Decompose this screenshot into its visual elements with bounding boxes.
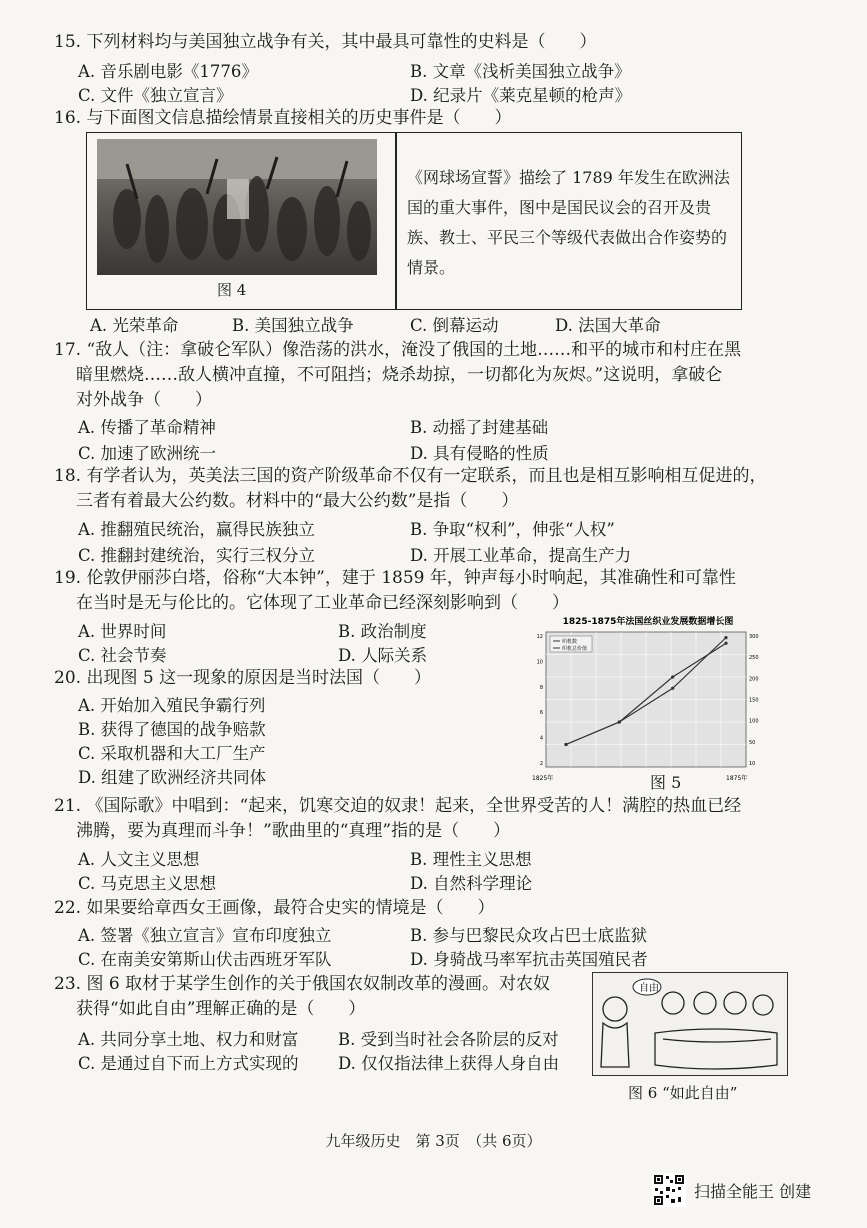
option-b: B. 文章《浅析美国独立战争》 — [410, 62, 631, 81]
option-c: C. 倒幕运动 — [410, 316, 499, 335]
y-tick-label: 12 — [536, 634, 543, 640]
option-c: C. 马克思主义思想 — [78, 874, 217, 893]
qr-code-icon — [652, 1173, 686, 1207]
question-line: 在当时是无与伦比的。它体现了工业革命已经深刻影响到（ ） — [76, 593, 569, 613]
data-point — [671, 675, 674, 678]
figure-6-cartoon — [592, 972, 788, 1076]
option-b: B. 争取“权利”，伸张“人权” — [410, 520, 615, 539]
figure-5-caption: 图 5 — [650, 773, 682, 792]
data-point — [671, 687, 674, 690]
option-a: A. 传播了革命精神 — [78, 418, 216, 437]
option-d: D. 身骑战马率军抗击英国殖民者 — [410, 950, 648, 969]
question-line: 18. 有学者认为，英美法三国的资产阶级革命不仅有一定联系，而且也是相互影响相互促进的， — [54, 466, 767, 486]
question-line: 获得“如此自由”理解正确的是（ ） — [76, 999, 366, 1019]
figure-6-caption: 图 6 “如此自由” — [628, 1084, 738, 1102]
data-point — [724, 636, 727, 639]
y2-tick-label: 100 — [749, 718, 759, 725]
option-b: B. 理性主义思想 — [410, 850, 532, 869]
divider — [395, 133, 397, 309]
y2-tick-label: 50 — [749, 739, 756, 746]
y-tick-label: 2 — [539, 761, 543, 767]
page-footer: 九年级历史 第 3页 （共 6页） — [325, 1132, 542, 1150]
question-stem: 15. 下列材料均与美国独立战争有关，其中最具可靠性的史料是（ ） — [54, 32, 597, 52]
scanner-watermark — [652, 1172, 811, 1208]
question-line: 21. 《国际歌》中唱到：“起来，饥寒交迫的奴隶！起来，全世界受苦的人！满腔的热血已经 — [54, 796, 742, 816]
scanner-label: 扫描全能王 创建 — [694, 1181, 812, 1201]
option-b: B. 政治制度 — [338, 622, 427, 641]
legend-label-1: 织机数 — [562, 639, 578, 645]
question-17 — [54, 338, 814, 413]
option-b: B. 动摇了封建基础 — [410, 418, 549, 437]
option-c: C. 是通过自下而上方式实现的 — [78, 1054, 299, 1073]
option-d: D. 自然科学理论 — [410, 874, 533, 893]
y-tick-label: 4 — [539, 735, 543, 742]
question-line: 对外战争（ ） — [76, 390, 212, 410]
x-tick-label-start: 1825年 — [532, 775, 554, 782]
question-23 — [54, 972, 574, 1022]
data-point — [564, 743, 567, 746]
data-point — [724, 642, 727, 645]
question-stem: 20. 出现图 5 这一现象的原因是当时法国（ ） — [54, 668, 432, 688]
x-tick-label-end: 1875年 — [726, 775, 748, 782]
option-c: C. 文件《独立宣言》 — [78, 86, 233, 105]
chart-title: 1825-1875年法国丝织业发展数据增长图 — [562, 617, 734, 627]
option-b: B. 获得了德国的战争赔款 — [78, 720, 266, 739]
speech-bubble-text: 自由 — [639, 983, 659, 994]
option-a: A. 人文主义思想 — [78, 850, 200, 869]
option-a: A. 开始加入殖民争霸行列 — [78, 696, 266, 715]
figure-4-box — [86, 132, 742, 310]
option-b: B. 美国独立战争 — [232, 316, 354, 335]
question-stem: 22. 如果要给章西女王画像，最符合史实的情境是（ ） — [54, 898, 495, 918]
option-c: C. 社会节奏 — [78, 646, 167, 665]
option-b: B. 受到当时社会各阶层的反对 — [338, 1030, 559, 1049]
y-tick-label: 6 — [539, 710, 543, 717]
y2-tick-label: 300 — [749, 634, 759, 640]
question-line: 暗里燃烧……敌人横冲直撞，不可阻挡；烧杀劫掠，一切都化为灰烬。”这说明，拿破仑 — [76, 365, 723, 385]
option-c: C. 采取机器和大工厂生产 — [78, 744, 266, 763]
question-16 — [54, 106, 814, 131]
question-line: 23. 图 6 取材于某学生创作的关于俄国农奴制改革的漫画。对农奴 — [54, 974, 551, 994]
option-d: D. 法国大革命 — [555, 316, 661, 335]
option-b: B. 参与巴黎民众攻占巴士底监狱 — [410, 926, 648, 945]
question-line: 17. “敌人（注：拿破仑军队）像浩荡的洪水，淹没了俄国的土地……和平的城市和村庄在黑 — [54, 340, 742, 360]
option-d: D. 开展工业革命，提高生产力 — [410, 546, 632, 565]
option-d: D. 纪录片《莱克星顿的枪声》 — [410, 86, 632, 105]
y2-tick-label: 250 — [749, 655, 759, 662]
option-a: A. 光荣革命 — [90, 316, 179, 335]
y-tick-label: 8 — [539, 684, 543, 691]
option-d: D. 具有侵略的性质 — [410, 444, 549, 463]
question-line: 沸腾，要为真理而斗争！”歌曲里的“真理”指的是（ ） — [76, 821, 511, 841]
legend-label-2: 织机总价值 — [562, 646, 588, 652]
question-stem: 16. 与下面图文信息描绘情景直接相关的历史事件是（ ） — [54, 108, 512, 128]
figure-4-caption: 图 4 — [217, 281, 247, 299]
question-19 — [54, 566, 814, 616]
question-21 — [54, 794, 814, 844]
y2-tick-label: 200 — [749, 676, 759, 683]
question-line: 19. 伦敦伊丽莎白塔，俗称“大本钟”，建于 1859 年，钟声每小时响起，其准确性和可靠性 — [54, 568, 736, 588]
data-point — [618, 720, 621, 723]
y2-tick-label: 10 — [749, 761, 756, 767]
option-a: A. 共同分享土地、权力和财富 — [78, 1030, 299, 1049]
option-c: C. 加速了欧洲统一 — [78, 444, 217, 463]
tennis-court-oath-painting — [97, 139, 377, 275]
option-a: A. 签署《独立宣言》宣布印度独立 — [78, 926, 332, 945]
option-c: C. 在南美安第斯山伏击西班牙军队 — [78, 950, 332, 969]
option-a: A. 音乐剧电影《1776》 — [78, 62, 258, 81]
chart-svg — [520, 614, 775, 784]
question-line: 三者有着最大公约数。材料中的“最大公约数”是指（ ） — [76, 491, 519, 511]
figure-4-description: 《网球场宣誓》描绘了 1789 年发生在欧洲法国的重大事件，图中是国民议会的召开及贵族、教士、平民三个等级代表做出合作姿势的情景。 — [407, 168, 730, 277]
option-d: D. 组建了欧洲经济共同体 — [78, 768, 267, 787]
y-tick-label: 10 — [536, 659, 543, 666]
option-d: D. 人际关系 — [338, 646, 428, 665]
option-d: D. 仅仅指法律上获得人身自由 — [338, 1054, 560, 1073]
option-a: A. 推翻殖民统治，赢得民族独立 — [78, 520, 315, 539]
question-15 — [54, 30, 814, 55]
question-22 — [54, 896, 814, 921]
figure-5-chart — [520, 614, 775, 784]
y2-tick-label: 150 — [749, 697, 759, 704]
option-c: C. 推翻封建统治，实行三权分立 — [78, 546, 316, 565]
option-a: A. 世界时间 — [78, 622, 167, 641]
question-18 — [54, 464, 814, 514]
